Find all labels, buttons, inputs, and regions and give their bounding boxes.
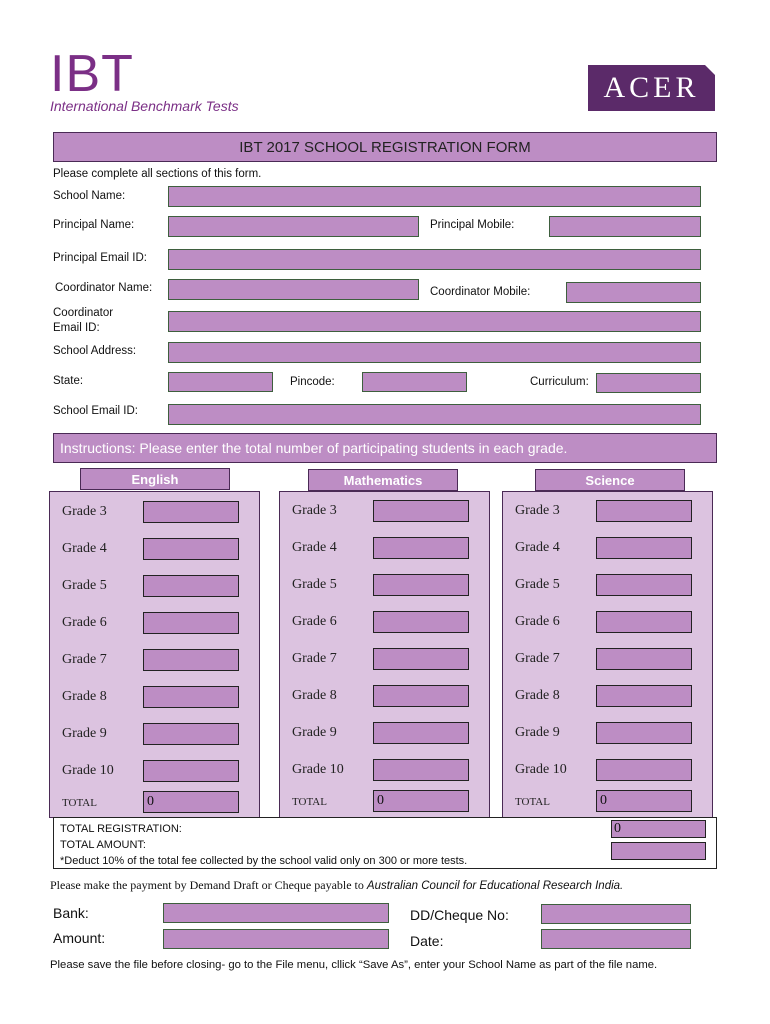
state-field[interactable] (168, 372, 273, 392)
subject-header-mathematics: Mathematics (308, 469, 458, 491)
grade-label: Grade 7 (515, 651, 560, 666)
state-label: State: (53, 375, 84, 387)
total-label: TOTAL (515, 796, 550, 808)
grade-row (280, 574, 489, 598)
grade-label: Grade 9 (62, 726, 107, 741)
grade-label: Grade 7 (62, 652, 107, 667)
grade-row (503, 648, 712, 672)
grade-row (280, 722, 489, 746)
bank-label: Bank: (53, 905, 89, 921)
grade-label: Grade 10 (62, 763, 114, 778)
science-grade-panel (502, 491, 713, 818)
total-registration-field: 0 (611, 820, 706, 838)
footer-note: Please save the file before closing- go to the File menu, cllick “Save As”, enter your School Name as part of the file name. (50, 959, 658, 971)
school-address-label: School Address: (53, 345, 137, 357)
curriculum-label: Curriculum: (530, 376, 589, 388)
coordinator-email-label-line2: Email ID: (53, 322, 100, 334)
mathematics-grade4-input[interactable] (373, 537, 469, 559)
english-total-value: 0 (143, 791, 239, 813)
grade-label: Grade 9 (292, 725, 337, 740)
science-grade9-input[interactable] (596, 722, 692, 744)
grade-label: Grade 4 (62, 541, 107, 556)
bank-field[interactable] (163, 903, 389, 923)
mathematics-grade8-input[interactable] (373, 685, 469, 707)
ibt-logo-subtitle: International Benchmark Tests (50, 98, 239, 114)
science-grade10-input[interactable] (596, 759, 692, 781)
english-grade6-input[interactable] (143, 612, 239, 634)
coordinator-name-field[interactable] (168, 279, 419, 300)
grade-label: Grade 10 (292, 762, 344, 777)
grade-label: Grade 3 (292, 503, 337, 518)
date-label: Date: (410, 933, 444, 949)
school-name-field[interactable] (168, 186, 701, 207)
grade-label: Grade 4 (515, 540, 560, 555)
principal-mobile-field[interactable] (549, 216, 701, 237)
science-grade8-input[interactable] (596, 685, 692, 707)
grade-label: Grade 8 (292, 688, 337, 703)
subject-header-science: Science (535, 469, 685, 491)
ibt-logo (50, 45, 239, 114)
amount-field[interactable] (163, 929, 389, 949)
total-amount-field[interactable] (611, 842, 706, 860)
grade-row (50, 686, 259, 710)
form-intro: Please complete all sections of this form. (53, 168, 262, 180)
total-row (503, 790, 712, 814)
grade-label: Grade 8 (515, 688, 560, 703)
grade-label: Grade 7 (292, 651, 337, 666)
principal-email-label: Principal Email ID: (53, 252, 147, 264)
payment-text: Please make the payment by Demand Draft or Cheque payable to (50, 878, 364, 892)
english-grade-panel (49, 491, 260, 818)
instructions-bar: Instructions: Please enter the total number of participating students in each grade. (53, 433, 717, 463)
grade-row (50, 760, 259, 784)
grade-row (50, 538, 259, 562)
mathematics-grade7-input[interactable] (373, 648, 469, 670)
grade-row (280, 759, 489, 783)
total-row (280, 790, 489, 814)
total-registration-label: TOTAL REGISTRATION: (60, 823, 182, 835)
total-label: TOTAL (62, 797, 97, 809)
english-grade7-input[interactable] (143, 649, 239, 671)
grade-row (50, 723, 259, 747)
grade-row (503, 611, 712, 635)
english-grade8-input[interactable] (143, 686, 239, 708)
principal-mobile-label: Principal Mobile: (430, 219, 515, 231)
principal-name-label: Principal Name: (53, 219, 135, 231)
principal-email-field[interactable] (168, 249, 701, 270)
english-grade3-input[interactable] (143, 501, 239, 523)
coordinator-email-label (53, 306, 113, 336)
english-grade5-input[interactable] (143, 575, 239, 597)
science-grade4-input[interactable] (596, 537, 692, 559)
grade-label: Grade 6 (292, 614, 337, 629)
curriculum-field[interactable] (596, 373, 701, 393)
pincode-label: Pincode: (290, 376, 335, 388)
science-total-value: 0 (596, 790, 692, 812)
english-grade10-input[interactable] (143, 760, 239, 782)
grade-row (50, 612, 259, 636)
mathematics-grade-panel (279, 491, 490, 818)
grade-row (503, 574, 712, 598)
grade-label: Grade 6 (515, 614, 560, 629)
grade-row (50, 501, 259, 525)
grade-row (50, 575, 259, 599)
grade-row (280, 685, 489, 709)
coordinator-mobile-label: Coordinator Mobile: (430, 286, 531, 298)
grade-label: Grade 4 (292, 540, 337, 555)
school-email-field[interactable] (168, 404, 701, 425)
mathematics-grade6-input[interactable] (373, 611, 469, 633)
mathematics-grade5-input[interactable] (373, 574, 469, 596)
total-row (50, 791, 259, 815)
pincode-field[interactable] (362, 372, 467, 392)
grade-row (503, 722, 712, 746)
grade-row (503, 500, 712, 524)
total-amount-label: TOTAL AMOUNT: (60, 839, 146, 851)
total-label: TOTAL (292, 796, 327, 808)
grade-label: Grade 10 (515, 762, 567, 777)
subject-header-english: English (80, 468, 230, 490)
grade-row (503, 685, 712, 709)
ibt-logo-text: IBT (50, 45, 134, 103)
payment-instruction (50, 878, 623, 893)
grade-row (503, 537, 712, 561)
english-grade9-input[interactable] (143, 723, 239, 745)
science-grade3-input[interactable] (596, 500, 692, 522)
science-grade6-input[interactable] (596, 611, 692, 633)
science-grade5-input[interactable] (596, 574, 692, 596)
grade-row (280, 611, 489, 635)
grade-row (50, 649, 259, 673)
science-grade7-input[interactable] (596, 648, 692, 670)
mathematics-total-value: 0 (373, 790, 469, 812)
coordinator-name-label: Coordinator Name: (55, 282, 153, 294)
dd-cheque-label: DD/Cheque No: (410, 907, 509, 923)
dd-cheque-field[interactable] (541, 904, 691, 924)
totals-labels (60, 821, 467, 869)
school-email-label: School Email ID: (53, 405, 139, 417)
grade-row (280, 500, 489, 524)
mathematics-grade10-input[interactable] (373, 759, 469, 781)
school-name-label: School Name: (53, 190, 126, 202)
coordinator-mobile-field[interactable] (566, 282, 701, 303)
mathematics-grade3-input[interactable] (373, 500, 469, 522)
grade-row (280, 648, 489, 672)
grade-label: Grade 5 (62, 578, 107, 593)
school-address-field[interactable] (168, 342, 701, 363)
grade-label: Grade 8 (62, 689, 107, 704)
form-title: IBT 2017 SCHOOL REGISTRATION FORM (53, 132, 717, 162)
coordinator-email-label-line1: Coordinator (53, 307, 114, 319)
coordinator-email-field[interactable] (168, 311, 701, 332)
payment-payee: Australian Council for Educational Research India. (366, 880, 624, 892)
grade-row (280, 537, 489, 561)
date-field[interactable] (541, 929, 691, 949)
amount-label: Amount: (53, 930, 106, 946)
grade-label: Grade 3 (515, 503, 560, 518)
acer-logo: ACER (588, 65, 715, 111)
fee-note: *Deduct 10% of the total fee collected by the school valid only on 300 or more tests. (60, 855, 468, 867)
grade-label: Grade 6 (62, 615, 107, 630)
grade-label: Grade 5 (515, 577, 560, 592)
mathematics-grade9-input[interactable] (373, 722, 469, 744)
grade-label: Grade 3 (62, 504, 107, 519)
grade-label: Grade 5 (292, 577, 337, 592)
grade-label: Grade 9 (515, 725, 560, 740)
grade-row (503, 759, 712, 783)
principal-name-field[interactable] (168, 216, 419, 237)
english-grade4-input[interactable] (143, 538, 239, 560)
